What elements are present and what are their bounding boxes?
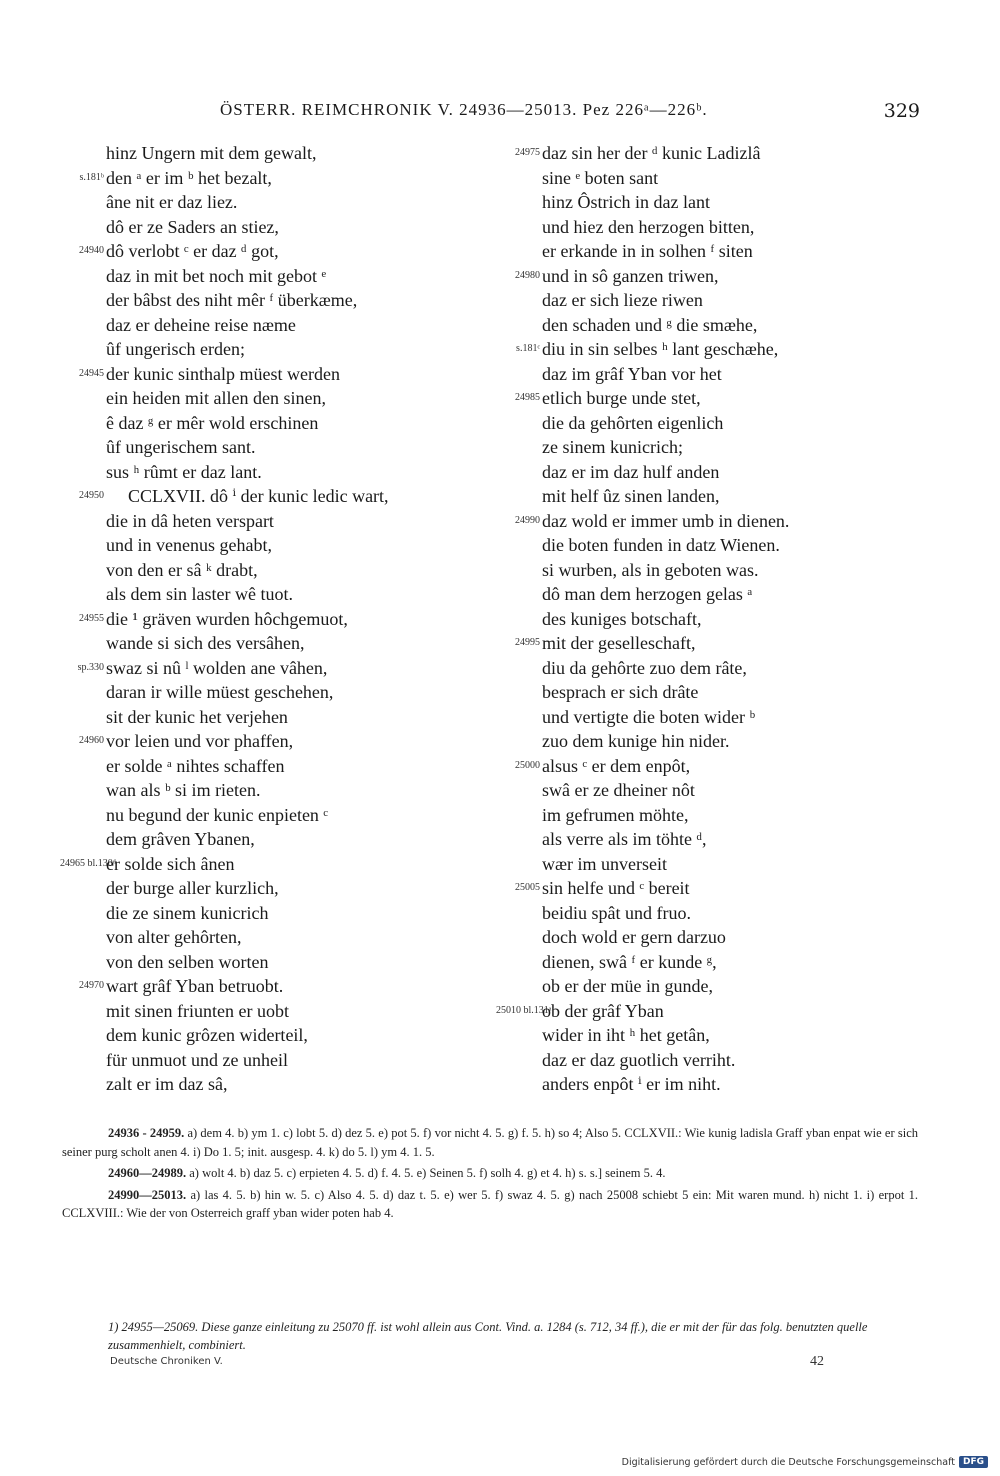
- verse-line: [496, 362, 926, 387]
- verse-line: [496, 239, 926, 264]
- line-number: 24965 bl.130ᵈ: [60, 857, 116, 869]
- verse-text: diu da gehôrte zuo dem râte,: [542, 657, 747, 678]
- verse-line: [496, 313, 926, 338]
- verse-line: [60, 974, 490, 999]
- verse-text: von den selben worten: [106, 951, 269, 972]
- verse-line: [60, 778, 490, 803]
- verse-text: si wurben, als in geboten was.: [542, 559, 759, 580]
- verse-text: wande si sich des versâhen,: [106, 633, 305, 653]
- verse-text: wan als ᵇ si im rieten.: [106, 780, 261, 800]
- line-number: 24940: [79, 245, 104, 256]
- verse-text: zalt er im daz sâ,: [106, 1074, 228, 1094]
- verse-text: er erkande in in solhen ᶠ siten: [542, 241, 753, 261]
- verse-line: [60, 288, 490, 313]
- verse-line: [496, 435, 926, 460]
- verse-line: [60, 754, 490, 779]
- verse-line: [60, 852, 490, 877]
- verse-text: daz er im daz hulf anden: [542, 461, 720, 482]
- verse-text: daz wold er immer umb in dienen.: [542, 510, 790, 531]
- verse-line: [60, 631, 490, 656]
- verse-line: [496, 558, 926, 583]
- verse-text: als verre als im töhte ᵈ,: [542, 829, 707, 849]
- line-number: 24995: [515, 637, 540, 648]
- footnote: [62, 1318, 918, 1354]
- verse-text: von den er sâ ᵏ drabt,: [106, 559, 258, 580]
- line-number: 24975: [515, 147, 540, 158]
- line-number: 24955: [79, 612, 104, 624]
- verse-text: und in sô ganzen triwen,: [542, 265, 719, 286]
- apparatus-text: a) dem 4. b) ym 1. c) lobt 5. d) dez 5. e) pot 5. f) vor nicht 4. 5. g) f. 5. h) so 4; Also 5. CCLXVII.: Wie kunig ladisla Graff yban enpat wie er sich seiner purg scholt anen 4. i) Do 1. 5; init. ausgesp. 4. k) do 5. l) ym 4. 1. 5.: [62, 1126, 918, 1159]
- verse-line: [60, 656, 490, 681]
- verse-text: dô er ze Saders an stiez,: [106, 216, 279, 237]
- verse-text: der kunic sinthalp müest werden: [106, 363, 340, 384]
- line-number: s.181ᵇ: [79, 171, 104, 183]
- verse-text: ein heiden mit allen den sinen,: [106, 388, 326, 408]
- verse-text: vor leien und vor phaffen,: [106, 731, 294, 751]
- verse-line: [496, 386, 926, 411]
- verse-text: von alter gehôrten,: [106, 927, 242, 947]
- verse-line: [496, 974, 926, 999]
- line-number: 25000: [515, 759, 540, 771]
- running-title: ÖSTERR. REIMCHRONIK V. 24936—25013. Pez 226ᵃ—226ᵇ.: [220, 100, 708, 119]
- verse-text: dem grâven Ybanen,: [106, 829, 255, 849]
- verse-line: [60, 999, 490, 1024]
- verse-text: wær im unverseit: [542, 853, 667, 874]
- verse-line: [496, 631, 926, 656]
- verse-line: [60, 901, 490, 926]
- verse-text: hinz Ôstrich in daz lant: [542, 192, 710, 212]
- verse-line: [60, 411, 490, 436]
- verse-text: diu in sin selbes ʰ lant geschæhe,: [542, 339, 779, 359]
- apparatus-text: a) wolt 4. b) daz 5. c) erpieten 4. 5. d) f. 4. 5. e) Seinen 5. f) solh 4. g) et 4. h) s. s.] seinem 5. 4.: [189, 1166, 666, 1180]
- verse-text: besprach er sich drâte: [542, 682, 699, 702]
- verse-text: sine ᵉ boten sant: [542, 167, 659, 188]
- verse-line: [60, 215, 490, 240]
- verse-line: [496, 803, 926, 828]
- verse-text: den ᵃ er im ᵇ het bezalt,: [106, 167, 272, 188]
- verse-text: daz er sich lieze riwen: [542, 290, 703, 310]
- verse-line: [496, 901, 926, 926]
- verse-line: [60, 190, 490, 215]
- verse-line: [60, 239, 490, 264]
- verse-text: ze sinem kunicrich;: [542, 437, 683, 457]
- verse-line: [496, 288, 926, 313]
- signature-number: 42: [810, 1354, 824, 1369]
- verse-line: [60, 705, 490, 730]
- verse-text: anders enpôt ⁱ er im niht.: [542, 1074, 721, 1094]
- verse-text: sus ʰ rûmt er daz lant.: [106, 461, 262, 482]
- line-number: 24990: [515, 514, 540, 526]
- series-title: Deutsche Chroniken V.: [110, 1356, 223, 1367]
- verse-text: die da gehôrten eigenlich: [542, 412, 724, 433]
- verse-text: mit helf ûz sinen landen,: [542, 486, 720, 506]
- verse-line: [60, 950, 490, 975]
- dfg-logo-icon: DFG: [959, 1456, 988, 1468]
- verse-text: die boten funden in datz Wienen.: [542, 535, 780, 555]
- verse-text: ob er der müe in gunde,: [542, 976, 713, 996]
- verse-text: swaz si nû ˡ wolden ane vâhen,: [106, 657, 328, 678]
- verse-text: daz sin her der ᵈ kunic Ladizlâ: [542, 143, 761, 163]
- line-number: 24945: [79, 367, 104, 379]
- verse-line: [496, 190, 926, 215]
- verse-text: dem kunic grôzen widerteil,: [106, 1025, 308, 1045]
- verse-text: zuo dem kunige hin nider.: [542, 731, 730, 751]
- verse-line: [60, 607, 490, 632]
- verse-text: der burge aller kurzlich,: [106, 878, 279, 898]
- verse-line: [60, 533, 490, 558]
- verse-line: [496, 582, 926, 607]
- verse-line: [496, 484, 926, 509]
- verse-line: [496, 1023, 926, 1048]
- verse-line: [60, 386, 490, 411]
- verse-line: [60, 1048, 490, 1073]
- apparatus-block: [62, 1124, 918, 1161]
- apparatus-range: 24990—25013.: [108, 1187, 187, 1202]
- verse-line: [60, 729, 490, 754]
- verse-line: [60, 876, 490, 901]
- verse-line: [496, 925, 926, 950]
- verse-line: [60, 803, 490, 828]
- credit-text: Digitalisierung gefördert durch die Deutsche Forschungsgemeinschaft: [621, 1456, 955, 1468]
- verse-text: mit sinen friunten er uobt: [106, 1000, 289, 1021]
- verse-text: dô verlobt ᶜ er daz ᵈ got,: [106, 241, 279, 261]
- verse-text: und hiez den herzogen bitten,: [542, 216, 755, 237]
- verse-text: als dem sin laster wê tuot.: [106, 584, 293, 604]
- verse-text: beidiu spât und fruo.: [542, 902, 691, 923]
- verse-column-left: [60, 141, 490, 1097]
- verse-text: ûf ungerischem sant.: [106, 437, 256, 457]
- verse-line: [496, 729, 926, 754]
- verse-text: wart grâf Yban betruobt.: [106, 976, 284, 996]
- line-number: 24950: [79, 490, 104, 501]
- verse-line: [60, 484, 490, 509]
- verse-line: [496, 166, 926, 191]
- verse-line: [60, 141, 490, 166]
- verse-text: ê daz ᵍ er mêr wold erschinen: [106, 412, 319, 433]
- verse-line: [496, 411, 926, 436]
- verse-text: daz er deheine reise næme: [106, 314, 296, 335]
- footnote-text: 1) 24955—25069. Diese ganze einleitung zu 25070 ff. ist wohl allein aus Cont. Vind. a. 1284 (s. 712, 34 ff.), die er mit der für das folg. benutzten quelle zusammenhielt, combiniert.: [108, 1320, 868, 1352]
- verse-line: [60, 264, 490, 289]
- line-number: 25005: [515, 882, 540, 893]
- verse-text: ob der grâf Yban: [542, 1000, 664, 1021]
- verse-text: nu begund der kunic enpieten ᶜ: [106, 804, 329, 825]
- verse-line: [60, 362, 490, 387]
- verse-line: [60, 337, 490, 362]
- verse-line: [496, 460, 926, 485]
- verse-text: swâ er ze dheiner nôt: [542, 780, 695, 800]
- verse-text: hinz Ungern mit dem gewalt,: [106, 143, 317, 163]
- line-number: sp.330: [77, 661, 104, 673]
- verse-line: [60, 435, 490, 460]
- verse-line: [496, 950, 926, 975]
- verse-text: etlich burge unde stet,: [542, 388, 701, 408]
- verse-line: [60, 509, 490, 534]
- verse-line: [60, 313, 490, 338]
- verse-line: [60, 582, 490, 607]
- line-number: 25010 bl.131ᵃ: [496, 1004, 552, 1016]
- verse-line: [60, 460, 490, 485]
- apparatus-range: 24960—24989.: [108, 1166, 187, 1180]
- verse-text: sit der kunic het verjehen: [106, 706, 288, 727]
- apparatus-block: [62, 1186, 918, 1223]
- verse-line: [496, 607, 926, 632]
- verse-line: [60, 925, 490, 950]
- verse-line: [496, 215, 926, 240]
- verse-line: [60, 1072, 490, 1097]
- verse-line: [60, 1023, 490, 1048]
- line-number: 24985: [515, 392, 540, 403]
- verse-line: [496, 827, 926, 852]
- verse-text: alsus ᶜ er dem enpôt,: [542, 755, 691, 776]
- verse-text: doch wold er gern darzuo: [542, 927, 726, 947]
- critical-apparatus: [62, 1124, 918, 1226]
- verse-line: [496, 337, 926, 362]
- verse-line: [60, 680, 490, 705]
- verse-line: [496, 680, 926, 705]
- line-number: 24970: [79, 980, 104, 991]
- apparatus-text: a) las 4. 5. b) hin w. 5. c) Also 4. 5. d) daz t. 5. e) wer 5. f) swaz 4. 5. g) nach 25008 schiebt 5 ein: Mit waren mund. h) nicht 1. i) erpot 1. CCLXVIII.: Wie der von Osterreich graff yban wider poten hab 4.: [62, 1187, 919, 1220]
- verse-text: ûf ungerisch erden;: [106, 339, 245, 359]
- verse-line: [496, 1048, 926, 1073]
- verse-line: [496, 509, 926, 534]
- verse-column-right: [496, 141, 926, 1097]
- verse-line: [496, 852, 926, 877]
- verse-text: âne nit er daz liez.: [106, 192, 238, 212]
- page-number: 329: [883, 100, 920, 122]
- verse-line: [496, 778, 926, 803]
- line-number: s.181ᶜ: [516, 343, 540, 354]
- verse-text: er solde ᵃ nihtes schaffen: [106, 755, 285, 776]
- running-header: [0, 100, 1000, 124]
- verse-text: die in dâ heten verspart: [106, 510, 274, 531]
- verse-text: und vertigte die boten wider ᵇ: [542, 706, 756, 727]
- verse-text: des kuniges botschaft,: [542, 608, 702, 629]
- verse-line: [496, 1072, 926, 1097]
- verse-text: daz er daz guotlich verriht.: [542, 1049, 736, 1070]
- verse-line: [496, 705, 926, 730]
- verse-text: CCLXVII. dô ⁱ der kunic ledic wart,: [128, 486, 389, 506]
- verse-text: den schaden und ᵍ die smæhe,: [542, 314, 758, 335]
- verse-line: [60, 827, 490, 852]
- verse-text: daz im grâf Yban vor het: [542, 363, 722, 384]
- apparatus-range: 24936 - 24959.: [108, 1126, 185, 1140]
- verse-text: die ¹ gräven wurden hôchgemuot,: [106, 608, 348, 629]
- verse-text: sin helfe und ᶜ bereit: [542, 878, 690, 898]
- line-number: 24980: [515, 269, 540, 281]
- verse-text: für unmuot und ze unheil: [106, 1049, 288, 1070]
- verse-text: die ze sinem kunicrich: [106, 902, 269, 923]
- verse-line: [496, 754, 926, 779]
- verse-text: er solde sich ânen: [106, 853, 235, 874]
- verse-line: [496, 264, 926, 289]
- line-number: 24960: [79, 735, 104, 746]
- verse-text: daran ir wille müest geschehen,: [106, 682, 334, 702]
- verse-text: dienen, swâ ᶠ er kunde ᵍ,: [542, 951, 717, 972]
- verse-text: wider in iht ʰ het getân,: [542, 1025, 710, 1045]
- verse-line: [60, 558, 490, 583]
- verse-text: im gefrumen möhte,: [542, 804, 689, 825]
- verse-line: [60, 166, 490, 191]
- digitization-credit: [622, 1456, 988, 1468]
- verse-text: und in venenus gehabt,: [106, 535, 272, 555]
- apparatus-block: [62, 1164, 918, 1183]
- verse-line: [496, 876, 926, 901]
- verse-text: dô man dem herzogen gelas ᵃ: [542, 584, 753, 604]
- verse-line: [496, 533, 926, 558]
- verse-text: mit der geselleschaft,: [542, 633, 696, 653]
- verse-text: daz in mit bet noch mit gebot ᵉ: [106, 265, 327, 286]
- verse-text: der bâbst des niht mêr ᶠ überkæme,: [106, 290, 358, 310]
- verse-line: [496, 141, 926, 166]
- verse-line: [496, 656, 926, 681]
- verse-line: [496, 999, 926, 1024]
